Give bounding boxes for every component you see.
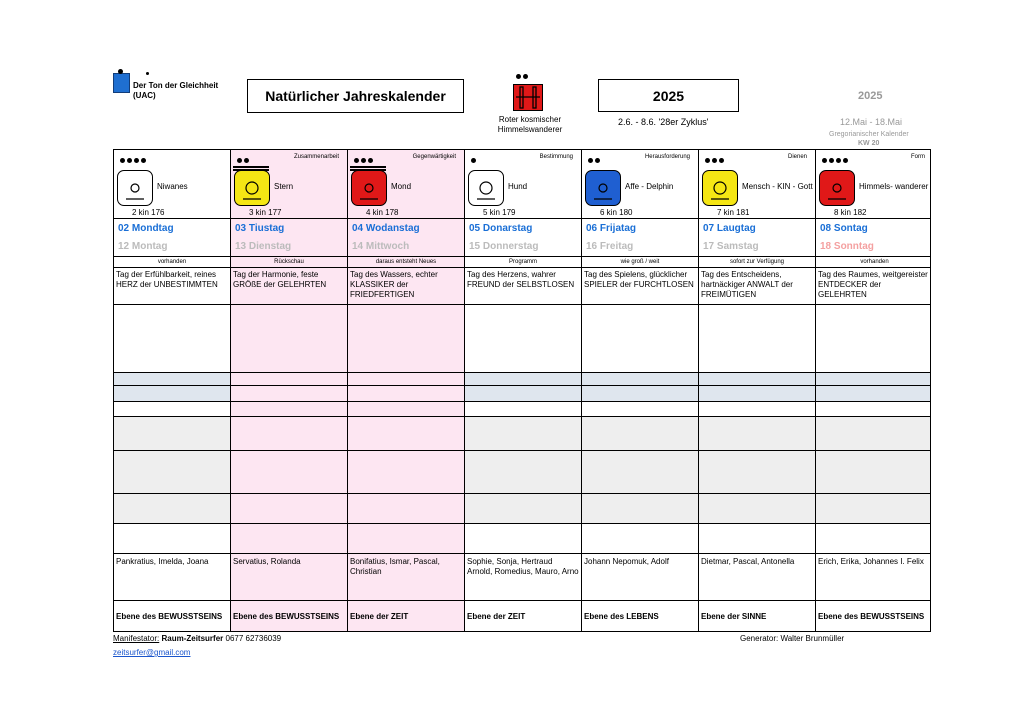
day-column bbox=[231, 150, 348, 631]
seal-glyph-icon bbox=[819, 170, 855, 206]
natural-day: 07 Laugtag bbox=[703, 223, 756, 234]
seal-name: Stern bbox=[274, 182, 294, 191]
glyph-label bbox=[494, 115, 566, 135]
natural-day: 05 Donarstag bbox=[469, 223, 533, 234]
seal-name: Hund bbox=[508, 182, 528, 191]
name-days: Johann Nepomuk, Adolf bbox=[584, 557, 669, 566]
tone-title-line1: Der Ton der Gleichheit bbox=[133, 81, 219, 90]
tone-dot-icon bbox=[118, 69, 123, 74]
glyph-label-line1: Roter kosmischer bbox=[498, 115, 562, 124]
gregorian-day: 12 Montag bbox=[118, 241, 168, 252]
day-description: Tag der Harmonie, feste GRÖßE der GELEHRTEN bbox=[233, 270, 327, 289]
day-level: Ebene der ZEIT bbox=[467, 612, 526, 621]
day-level: Ebene des BEWUSSTSEINS bbox=[818, 612, 925, 621]
day-keyword: Form bbox=[911, 154, 925, 160]
week-grid bbox=[113, 149, 931, 632]
name-days: Pankratius, Imelda, Joana bbox=[116, 557, 209, 566]
tone-dots-icon bbox=[471, 158, 476, 163]
day-column bbox=[816, 150, 933, 631]
red-skywalker-glyph-icon bbox=[513, 84, 543, 111]
day-column bbox=[114, 150, 231, 631]
gregorian-dates: 12.Mai - 18.Mai bbox=[840, 117, 903, 127]
year-box: 2025 bbox=[598, 79, 739, 112]
gregorian-day: 13 Dienstag bbox=[235, 241, 292, 252]
day-level: Ebene des LEBENS bbox=[584, 612, 659, 621]
day-subkeyword: wie groß / weit bbox=[620, 259, 660, 265]
gregorian-day: 14 Mittwoch bbox=[352, 241, 410, 252]
natural-day: 06 Frijatag bbox=[586, 223, 637, 234]
name-days: Erich, Erika, Johannes I. Felix bbox=[818, 557, 924, 566]
seal-glyph-icon bbox=[351, 170, 387, 206]
cycle-range: 2.6. - 8.6. '28er Zyklus' bbox=[618, 117, 709, 127]
day-keyword: Zusammenarbeit bbox=[293, 154, 339, 160]
day-subkeyword: Programm bbox=[508, 259, 537, 265]
kin-number: 2 kin 176 bbox=[132, 208, 165, 217]
day-keyword: Herausforderung bbox=[644, 154, 690, 160]
gregorian-day: 18 Sonntag bbox=[820, 241, 874, 252]
kin-number: 3 kin 177 bbox=[249, 208, 282, 217]
day-description: Tag des Raumes, weitgereister ENTDECKER der GELEHRTEN bbox=[818, 270, 928, 299]
day-description: Tag des Spielens, glücklicher SPIELER der FURCHTLOSEN bbox=[584, 270, 694, 289]
seal-name: Affe - Delphin bbox=[625, 182, 674, 191]
seal-name: Niwanes bbox=[157, 182, 188, 191]
gregorian-day: 15 Donnerstag bbox=[469, 241, 539, 252]
tone-square-icon bbox=[113, 73, 130, 93]
day-subkeyword: sofort zur Verfügung bbox=[729, 259, 785, 265]
seal-glyph-icon bbox=[234, 170, 270, 206]
phone-number: 0677 62736039 bbox=[225, 634, 282, 643]
seal-glyph-icon bbox=[468, 170, 504, 206]
kin-number: 6 kin 180 bbox=[600, 208, 633, 217]
seal-name: Himmels- wanderer bbox=[859, 182, 929, 191]
seal-glyph-icon bbox=[117, 170, 153, 206]
glyph-label-line2: Himmelswanderer bbox=[497, 125, 563, 134]
tone-title bbox=[133, 81, 218, 101]
day-level: Ebene der SINNE bbox=[701, 612, 767, 621]
kin-number: 5 kin 179 bbox=[483, 208, 516, 217]
tone-title-line2: (UAC) bbox=[133, 91, 156, 100]
day-subkeyword: daraus entsteht Neues bbox=[375, 259, 437, 265]
tone-dots-icon bbox=[237, 158, 249, 163]
day-subkeyword: vorhanden bbox=[157, 259, 187, 265]
tone-dots-icon bbox=[822, 158, 848, 163]
tone-dots-icon bbox=[705, 158, 724, 163]
gregorian-day: 17 Samstag bbox=[703, 241, 759, 252]
natural-day: 08 Sontag bbox=[820, 223, 868, 234]
day-keyword: Dienen bbox=[787, 154, 807, 160]
tone-dots-icon bbox=[588, 158, 600, 163]
day-column bbox=[348, 150, 465, 631]
seal-glyph-icon bbox=[585, 170, 621, 206]
day-description: Tag des Entscheidens, hartnäckiger ANWALT der FREIMÜTIGEN bbox=[701, 270, 793, 299]
day-description: Tag des Wassers, echter KLASSIKER der FRIEDFERTIGEN bbox=[350, 270, 438, 299]
tone-dots-icon bbox=[354, 158, 373, 163]
manifestator-name: Raum-Zeitsurfer bbox=[161, 634, 224, 643]
gregorian-day: 16 Freitag bbox=[586, 241, 634, 252]
day-subkeyword: vorhanden bbox=[860, 259, 889, 265]
seal-name: Mond bbox=[391, 182, 412, 191]
day-subkeyword: Rückschau bbox=[274, 259, 304, 265]
day-column bbox=[465, 150, 582, 631]
gregorian-year: 2025 bbox=[858, 90, 883, 102]
day-column bbox=[699, 150, 816, 631]
tone-dots-icon bbox=[120, 158, 146, 163]
generator-credit: Generator: Walter Brunmüller bbox=[740, 634, 845, 643]
day-keyword: Gegenwärtigkeit bbox=[412, 154, 456, 160]
manifestator-line bbox=[113, 634, 281, 643]
day-level: Ebene des BEWUSSTSEINS bbox=[116, 612, 223, 621]
calendar-title: Natürlicher Jahreskalender bbox=[247, 79, 464, 113]
natural-day: 02 Mondtag bbox=[118, 223, 174, 234]
gregorian-label: Gregorianischer Kalender bbox=[829, 131, 909, 138]
name-days: Bonifatius, Ismar, Pascal, Christian bbox=[350, 557, 440, 576]
manifestator-label: Manifestator: bbox=[113, 634, 160, 643]
name-days: Servatius, Rolanda bbox=[233, 557, 301, 566]
day-level: Ebene des BEWUSSTSEINS bbox=[233, 612, 340, 621]
seal-name: Mensch - KIN - Gott bbox=[742, 182, 813, 191]
gregorian-week: KW 20 bbox=[858, 140, 880, 147]
day-column bbox=[582, 150, 699, 631]
glyph-tone-dots bbox=[516, 74, 528, 79]
natural-day: 03 Tiustag bbox=[235, 223, 285, 234]
tone-dot-small-icon bbox=[146, 72, 149, 75]
kin-number: 4 kin 178 bbox=[366, 208, 399, 217]
day-description: Tag des Herzens, wahrer FREUND der SELBSTLOSEN bbox=[467, 270, 575, 289]
day-description: Tag der Erfühlbarkeit, reines HERZ der UNBESTIMMTEN bbox=[116, 270, 218, 289]
kin-number: 8 kin 182 bbox=[834, 208, 867, 217]
name-days: Sophie, Sonja, Hertraud Arnold, Romedius, Mauro, Arno bbox=[467, 557, 579, 576]
natural-day: 04 Wodanstag bbox=[352, 223, 420, 234]
day-level: Ebene der ZEIT bbox=[350, 612, 409, 621]
name-days: Dietmar, Pascal, Antonella bbox=[701, 557, 795, 566]
kin-number: 7 kin 181 bbox=[717, 208, 750, 217]
seal-glyph-icon bbox=[702, 170, 738, 206]
email-link[interactable]: zeitsurfer@gmail.com bbox=[113, 648, 191, 657]
day-keyword: Bestimmung bbox=[539, 154, 573, 160]
